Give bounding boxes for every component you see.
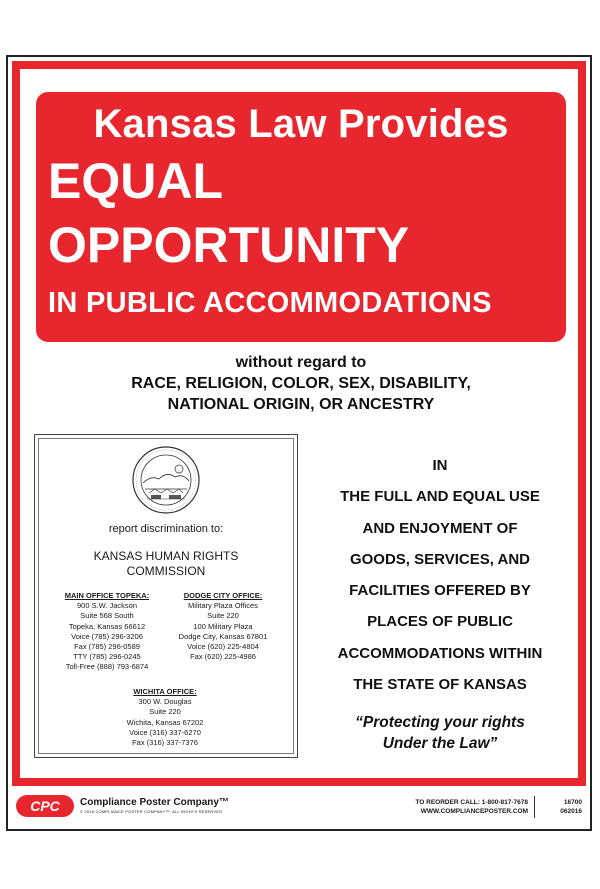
agency-name-line-1: KANSAS HUMAN RIGHTS [93,549,239,563]
wichita-office-line: Voice (316) 337-6270 [129,727,201,737]
wichita-office-line: Suite 220 [149,707,181,717]
main-office-line: Toll-Free (888) 793-6874 [65,662,149,672]
dodge-office-line: 100 Military Plaza [193,621,253,631]
headline-line-2: EQUAL [48,153,223,209]
regard-line-1: without regard to [235,354,367,371]
main-office-line: Suite 568 South [80,611,134,621]
dodge-office-block [163,591,283,662]
reorder-info [378,798,528,816]
dodge-office-line: Dodge City, Kansas 67801 [178,631,268,641]
wichita-office-line: Wichita, Kansas 67202 [126,717,204,727]
cpc-logo-icon [16,795,74,817]
reorder-phone: TO REORDER CALL: 1-800-817-7678 [415,799,528,806]
main-office-line: Voice (785) 296-3206 [71,631,143,641]
headline-line-1: Kansas Law Provides [93,102,509,146]
statement-line: FACILITIES OFFERED BY [349,582,531,600]
kansas-seal-icon [131,445,201,515]
main-office-line: TTY (785) 296-0245 [73,652,141,662]
main-office-heading: MAIN OFFICE TOPEKA: [64,591,150,600]
motto-line-2: Under the Law” [382,735,498,752]
wichita-office-block [95,687,235,748]
copyright-text: © 2016 COMPLIANCE POSTER COMPANY™. ALL RIGHTS RESERVED [80,809,223,814]
regard-line-2: RACE, RELIGION, COLOR, SEX, DISABILITY, [131,375,471,392]
wichita-office-line: 300 W. Douglas [138,697,192,707]
wichita-office-line: Fax (316) 337-7376 [132,738,198,748]
motto [310,712,570,754]
poster-codes [538,798,582,816]
accommodations-statement [310,450,570,700]
main-office-block [47,591,167,673]
dodge-office-line: Military Plaza Offices [188,601,258,611]
contact-box [34,434,298,758]
main-office-line: 900 S.W. Jackson [76,601,138,611]
dodge-office-line: Voice (620) 225-4804 [187,642,259,652]
regard-statement [36,352,566,415]
footer [12,792,586,824]
footer-divider [534,796,535,818]
agency-name [35,549,297,579]
poster-date-code: 062016 [560,808,582,815]
statement-line: ACCOMMODATIONS WITHIN [337,644,543,662]
agency-name-line-2: COMMISSION [126,564,206,578]
website-link[interactable]: WWW.COMPLIANCEPOSTER.COM [420,808,528,815]
dodge-office-line: Fax (620) 225-4986 [190,652,256,662]
statement-line: AND ENJOYMENT OF [362,519,518,537]
cpc-logo-text: CPC [30,798,60,814]
dodge-office-heading: DODGE CITY OFFICE: [183,591,263,600]
main-office-line: Fax (785) 296-0589 [74,642,140,652]
statement-line: PLACES OF PUBLIC [367,613,513,631]
statement-line: THE FULL AND EQUAL USE [340,488,540,506]
statement-line: IN [432,457,448,474]
poster-code: 16700 [563,799,582,806]
statement-line: GOODS, SERVICES, AND [349,550,531,568]
motto-line-1: “Protecting your rights [355,714,525,731]
wichita-office-heading: WICHITA OFFICE: [133,687,197,696]
headline-banner [36,92,566,342]
report-label: report discrimination to: [108,523,224,535]
headline-line-4: IN PUBLIC ACCOMMODATIONS [48,287,492,319]
main-office-line: Topeka, Kansas 66612 [68,621,146,631]
statement-line: THE STATE OF KANSAS [353,676,527,694]
dodge-office-line: Suite 220 [207,611,239,621]
regard-line-3: NATIONAL ORIGIN, OR ANCESTRY [167,396,435,413]
headline-line-3: OPPORTUNITY [48,217,410,273]
company-name: Compliance Poster Company™ [80,797,229,808]
